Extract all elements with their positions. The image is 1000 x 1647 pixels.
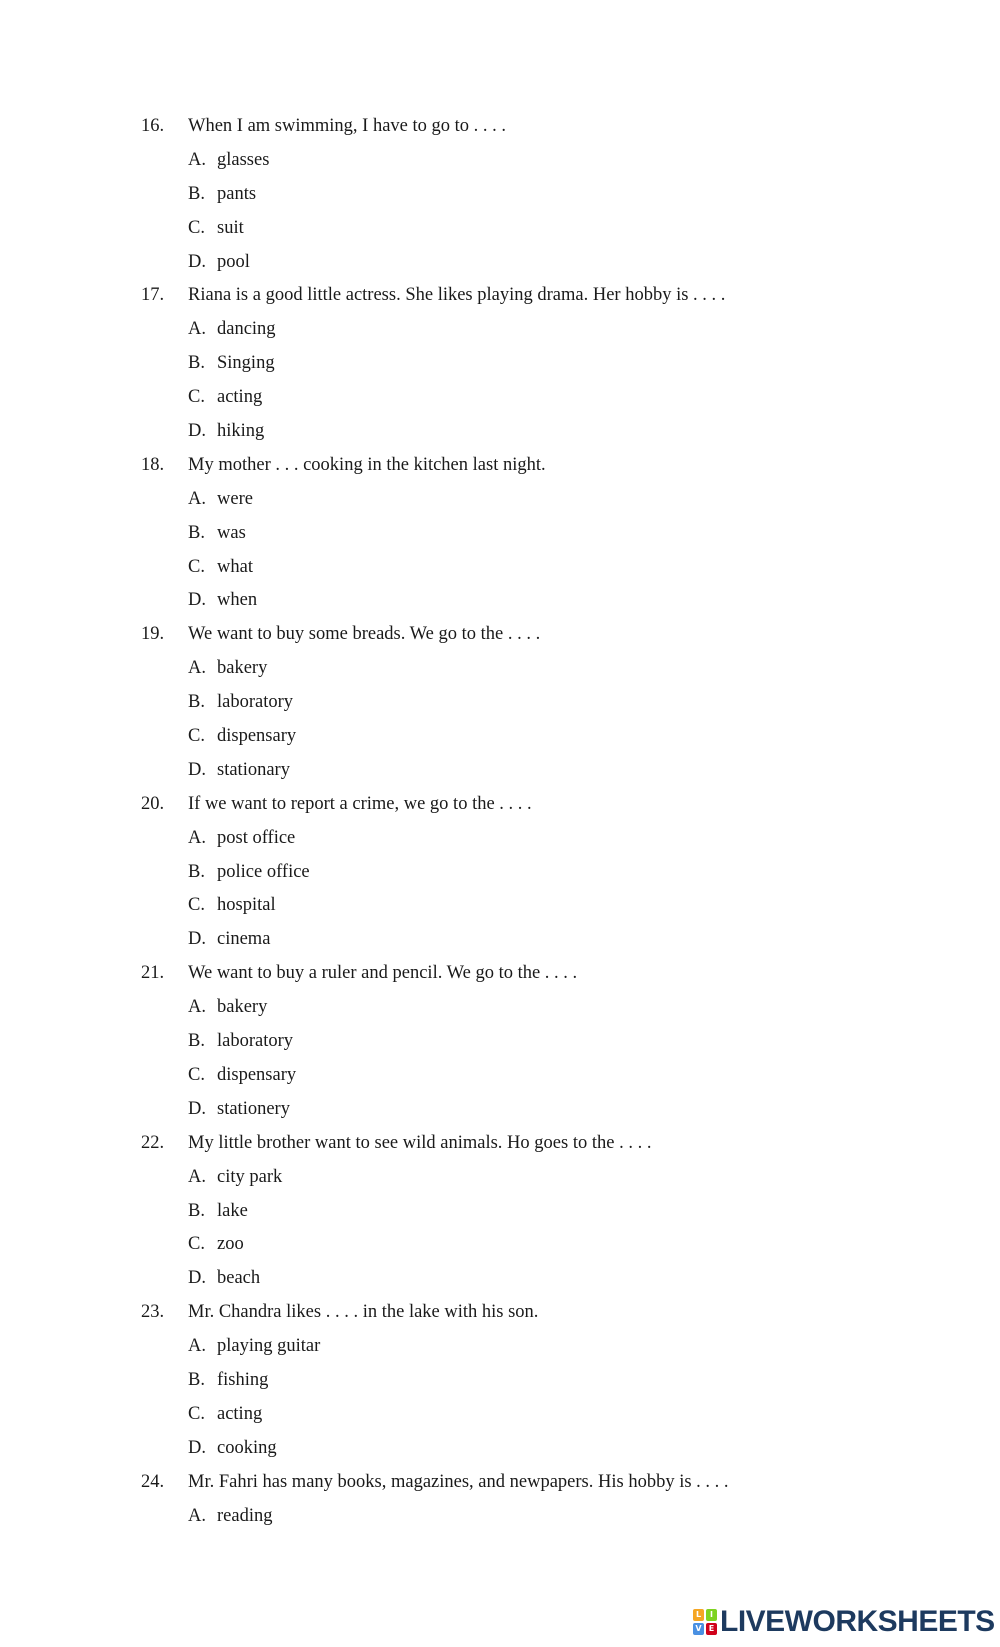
option-text: suit xyxy=(217,217,244,238)
option-text: police office xyxy=(217,861,310,882)
option-letter: B. xyxy=(188,1369,205,1390)
answer-option[interactable] xyxy=(0,1500,1000,1534)
answer-option[interactable] xyxy=(0,1025,1000,1059)
question-stem xyxy=(0,279,1000,313)
answer-option[interactable] xyxy=(0,991,1000,1025)
question-20 xyxy=(0,788,1000,957)
logo-tile-e: E xyxy=(706,1623,717,1635)
answer-option[interactable] xyxy=(0,415,1000,449)
answer-option[interactable] xyxy=(0,889,1000,923)
answer-option[interactable] xyxy=(0,856,1000,890)
option-letter: C. xyxy=(188,387,205,408)
answer-option[interactable] xyxy=(0,1398,1000,1432)
option-letter: B. xyxy=(188,1200,205,1221)
option-text: zoo xyxy=(217,1234,244,1255)
option-text: fishing xyxy=(217,1369,269,1390)
option-letter: C. xyxy=(188,556,205,577)
option-letter: A. xyxy=(188,1505,206,1526)
answer-option[interactable] xyxy=(0,652,1000,686)
answer-option[interactable] xyxy=(0,178,1000,212)
answer-option[interactable] xyxy=(0,1228,1000,1262)
option-letter: C. xyxy=(188,217,205,238)
answer-option[interactable] xyxy=(0,551,1000,585)
worksheet-questions xyxy=(0,110,1000,1533)
option-text: hospital xyxy=(217,895,276,916)
question-text: My mother . . . cooking in the kitchen last night. xyxy=(188,454,546,475)
answer-option[interactable] xyxy=(0,1093,1000,1127)
option-letter: A. xyxy=(188,658,206,679)
option-letter: A. xyxy=(188,1336,206,1357)
option-letter: B. xyxy=(188,861,205,882)
answer-option[interactable] xyxy=(0,1262,1000,1296)
option-letter: B. xyxy=(188,1031,205,1052)
answer-option[interactable] xyxy=(0,1364,1000,1398)
option-letter: D. xyxy=(188,421,206,442)
option-text: dispensary xyxy=(217,1064,297,1085)
answer-option[interactable] xyxy=(0,1432,1000,1466)
question-17 xyxy=(0,279,1000,448)
question-stem xyxy=(0,449,1000,483)
answer-option[interactable] xyxy=(0,1161,1000,1195)
option-text: acting xyxy=(217,387,263,408)
question-number: 16. xyxy=(141,116,165,136)
option-letter: D. xyxy=(188,251,206,272)
question-stem xyxy=(0,110,1000,144)
question-stem xyxy=(0,788,1000,822)
option-letter: A. xyxy=(188,997,206,1018)
logo-tile-v: V xyxy=(693,1623,704,1635)
question-16 xyxy=(0,110,1000,279)
answer-option[interactable] xyxy=(0,1330,1000,1364)
question-22 xyxy=(0,1127,1000,1296)
option-text: playing guitar xyxy=(217,1336,321,1357)
answer-option[interactable] xyxy=(0,347,1000,381)
option-letter: A. xyxy=(188,319,206,340)
answer-option[interactable] xyxy=(0,1195,1000,1229)
question-18 xyxy=(0,449,1000,618)
question-number: 20. xyxy=(141,793,165,814)
option-letter: B. xyxy=(188,353,205,374)
option-text: stationery xyxy=(217,1098,290,1119)
option-text: what xyxy=(217,556,253,577)
question-number: 21. xyxy=(141,963,165,984)
option-letter: B. xyxy=(188,522,205,543)
option-text: was xyxy=(217,522,246,543)
answer-option[interactable] xyxy=(0,584,1000,618)
option-letter: D. xyxy=(188,590,206,611)
option-text: cooking xyxy=(217,1437,277,1458)
answer-option[interactable] xyxy=(0,212,1000,246)
option-letter: B. xyxy=(188,183,205,204)
question-number: 24. xyxy=(141,1471,165,1492)
question-number: 18. xyxy=(141,454,165,475)
option-letter: C. xyxy=(188,1234,205,1255)
question-19 xyxy=(0,618,1000,787)
answer-option[interactable] xyxy=(0,686,1000,720)
option-letter: A. xyxy=(188,149,206,170)
option-letter: D. xyxy=(188,759,206,780)
option-letter: B. xyxy=(188,692,205,713)
answer-option[interactable] xyxy=(0,822,1000,856)
option-letter: C. xyxy=(188,726,205,747)
answer-option[interactable] xyxy=(0,246,1000,280)
question-24 xyxy=(0,1466,1000,1534)
option-text: laboratory xyxy=(217,1031,294,1052)
answer-option[interactable] xyxy=(0,313,1000,347)
answer-option[interactable] xyxy=(0,381,1000,415)
option-text: laboratory xyxy=(217,692,294,713)
option-letter: A. xyxy=(188,488,206,509)
answer-option[interactable] xyxy=(0,923,1000,957)
question-text: We want to buy a ruler and pencil. We go to the . . . . xyxy=(188,963,578,984)
option-letter: A. xyxy=(188,1166,206,1187)
question-stem xyxy=(0,618,1000,652)
question-stem xyxy=(0,957,1000,991)
option-text: dispensary xyxy=(217,726,297,747)
option-letter: D. xyxy=(188,1268,206,1289)
option-text: bakery xyxy=(217,658,268,679)
question-text: If we want to report a crime, we go to the . . . . xyxy=(188,793,532,814)
answer-option[interactable] xyxy=(0,517,1000,551)
option-text: pool xyxy=(217,251,250,272)
liveworksheets-logo-text: LIVEWORKSHEETS xyxy=(720,1605,995,1638)
answer-option[interactable] xyxy=(0,754,1000,788)
question-21 xyxy=(0,957,1000,1126)
option-letter: C. xyxy=(188,1064,205,1085)
option-letter: C. xyxy=(188,1403,205,1424)
option-text: beach xyxy=(217,1268,261,1289)
option-text: reading xyxy=(217,1505,273,1526)
question-text: When I am swimming, I have to go to . . . . xyxy=(188,116,507,136)
option-text: glasses xyxy=(217,149,270,170)
logo-tile-i: I xyxy=(706,1609,717,1621)
option-letter: A. xyxy=(188,827,206,848)
question-number: 23. xyxy=(141,1302,165,1323)
option-text: bakery xyxy=(217,997,268,1018)
question-stem xyxy=(0,1466,1000,1500)
option-text: lake xyxy=(217,1200,248,1221)
question-number: 19. xyxy=(141,624,165,645)
option-text: post office xyxy=(217,827,296,848)
option-text: hiking xyxy=(217,421,265,442)
option-text: Singing xyxy=(217,353,275,374)
question-text: My little brother want to see wild animals. Ho goes to the . . . . xyxy=(188,1132,652,1153)
question-stem xyxy=(0,1127,1000,1161)
question-number: 17. xyxy=(141,285,165,306)
option-letter: C. xyxy=(188,895,205,916)
question-23 xyxy=(0,1296,1000,1465)
option-text: pants xyxy=(217,183,257,204)
logo-tile-l: L xyxy=(693,1609,704,1621)
option-letter: D. xyxy=(188,929,206,950)
question-text: Mr. Chandra likes . . . . in the lake with his son. xyxy=(188,1302,539,1323)
option-text: stationary xyxy=(217,759,290,780)
option-letter: D. xyxy=(188,1098,206,1119)
answer-option[interactable] xyxy=(0,720,1000,754)
option-text: city park xyxy=(217,1166,283,1187)
option-text: acting xyxy=(217,1403,263,1424)
option-text: when xyxy=(217,590,258,611)
option-text: were xyxy=(217,488,253,509)
question-stem xyxy=(0,1296,1000,1330)
option-text: cinema xyxy=(217,929,271,950)
question-text: Mr. Fahri has many books, magazines, and newpapers. His hobby is . . . . xyxy=(188,1471,729,1492)
answer-option[interactable] xyxy=(0,1059,1000,1093)
liveworksheets-logo xyxy=(693,1605,995,1639)
option-text: dancing xyxy=(217,319,276,340)
liveworksheets-logo-icon xyxy=(693,1609,717,1635)
option-letter: D. xyxy=(188,1437,206,1458)
answer-option[interactable] xyxy=(0,483,1000,517)
question-number: 22. xyxy=(141,1132,165,1153)
question-text: We want to buy some breads. We go to the . . . . xyxy=(188,624,541,645)
answer-option[interactable] xyxy=(0,144,1000,178)
question-text: Riana is a good little actress. She likes playing drama. Her hobby is . . . . xyxy=(188,285,726,306)
